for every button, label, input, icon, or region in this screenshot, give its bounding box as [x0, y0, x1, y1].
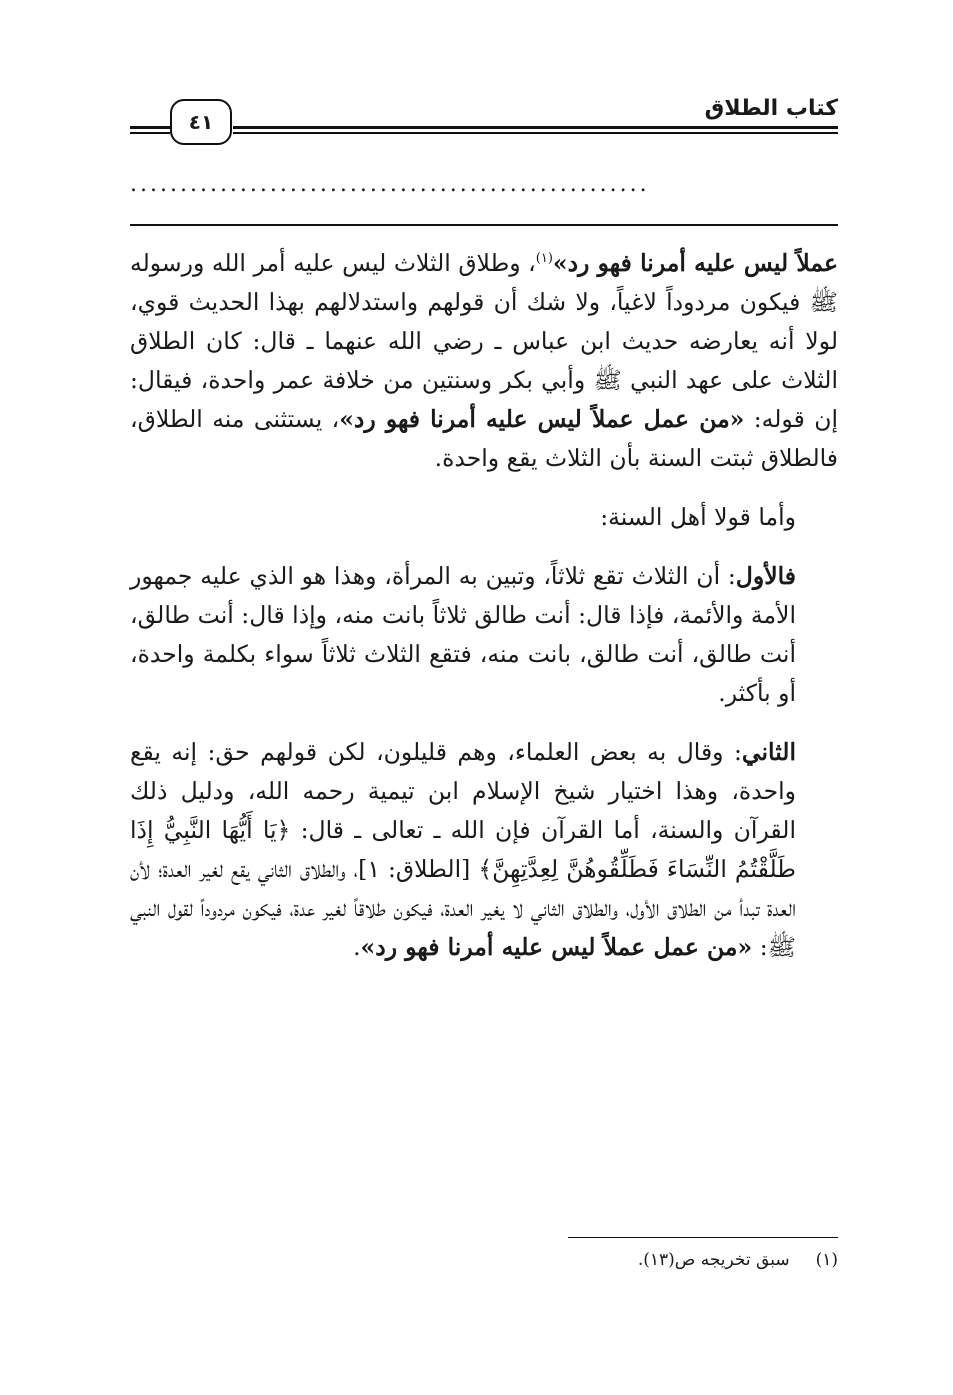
footnote-marker: (١): [535, 251, 553, 267]
hadith-quote: «من عمل عملاً ليس عليه أمرنا فهو رد»: [339, 405, 745, 433]
paragraph: [130, 244, 838, 478]
paragraph-text: [الطلاق: ١]، والطلاق الثاني يقع لغير العدة؛ لأن العدة تبدأ من الطلاق الأول، والطلاق الثاني لا يغير العدة، فيكون طلاقاً لغير عدة، فيكون مردوداً لقول النبي ﷺ:: [130, 855, 796, 961]
continuation-dots: ....................................................: [130, 172, 650, 197]
hadith-quote: عملاً ليس عليه أمرنا فهو رد»: [552, 249, 839, 277]
separator-rule: [130, 224, 838, 226]
hadith-quote: «من عمل عملاً ليس عليه أمرنا فهو رد»: [360, 933, 753, 961]
paragraph: [130, 557, 838, 713]
main-text: [130, 244, 838, 967]
running-header-title: كتاب الطلاق: [704, 96, 838, 121]
header-rule: [233, 126, 838, 129]
paragraph: [130, 733, 838, 967]
footnote-rule: [568, 1237, 838, 1238]
header-rule: [233, 132, 838, 134]
paragraph-lead: فالأول: [735, 562, 796, 590]
paragraph: [130, 498, 838, 537]
paragraph-text: ، يستثنى منه الطلاق، فالطلاق ثبتت السنة بأن الثلاث يقع واحدة.: [130, 405, 838, 472]
footnote: [400, 1247, 838, 1273]
footnote-number: (١): [815, 1250, 838, 1270]
paragraph-text: وأما قولا أهل السنة:: [600, 503, 796, 531]
page-number: [170, 99, 232, 145]
paragraph-text: : أن الثلاث تقع ثلاثاً، وتبين به المرأة، وهذا هو الذي عليه جمهور الأمة والأئمة، فإذا قال: أنت طالق ثلاثاً بانت منه، وإذا قال: أنت طالق، أنت طالق، أنت طالق، بانت منه، فتقع الثلاث ثلاثاً سواء بكلمة واحدة، أو بأكثر.: [130, 562, 796, 707]
paragraph-lead: الثاني: [741, 738, 796, 766]
header-rule: [130, 132, 170, 134]
footnote-text: سبق تخريجه ص(١٣).: [637, 1250, 790, 1270]
header-rule: [130, 126, 170, 129]
quran-verse: ﴿يَا أَيُّهَا النَّبِيُّ إِذَا طَلَّقْتُمُ النِّسَاءَ فَطَلِّقُوهُنَّ لِعِدَّتِهِنَّ﴾: [130, 816, 796, 883]
paragraph-text: .: [353, 933, 361, 961]
page-number-text: ٤١: [188, 110, 214, 134]
paragraph-text: : وقال به بعض العلماء، وهم قليلون، لكن قولهم حق: إنه يقع واحدة، وهذا اختيار شيخ الإسلام ابن تيمية رحمه الله، ودليل ذلك القرآن والسنة، أما القرآن فإن الله ـ تعالى ـ قال:: [130, 738, 796, 844]
paragraph-text: ، وطلاق الثلاث ليس عليه أمر الله ورسوله ﷺ فيكون مردوداً لاغياً، ولا شك أن قولهم واستدلالهم بهذا الحديث قوي، لولا أنه يعارضه حديث ابن عباس ـ رضي الله عنهما ـ قال: كان الطلاق الثلاث على عهد النبي ﷺ وأبي بكر وسنتين من خلافة عمر واحدة، فيقال: إن قوله:: [130, 249, 838, 433]
